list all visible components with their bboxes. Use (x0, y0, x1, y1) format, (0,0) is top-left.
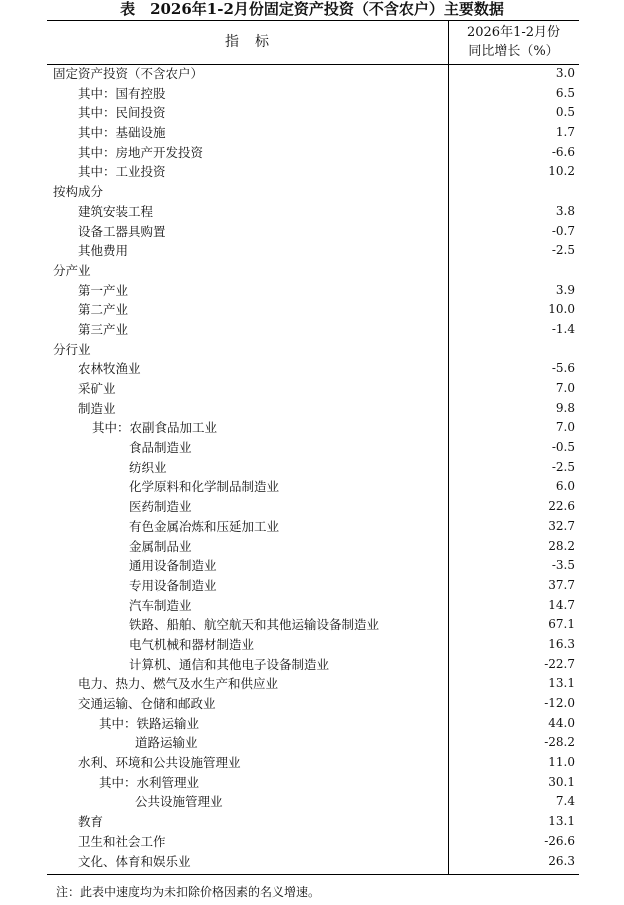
row-value: 32.7 (548, 518, 575, 533)
row-label: 按构成分 (53, 184, 104, 200)
row-value: 3.9 (555, 282, 575, 297)
row-label: 其中：民间投资 (78, 105, 166, 121)
table-row (47, 418, 579, 438)
row-value: 6.5 (555, 85, 575, 100)
table-row (47, 576, 579, 596)
row-label: 公共设施管理业 (135, 794, 223, 810)
row-label: 文化、体育和娱乐业 (78, 853, 191, 869)
table-row (47, 615, 579, 635)
row-value: 11.0 (548, 755, 575, 770)
table-row (47, 812, 579, 832)
table-row (47, 674, 579, 694)
row-value: 22.6 (548, 499, 575, 514)
table-row (47, 753, 579, 773)
row-label: 教育 (78, 814, 104, 830)
table-row (47, 359, 579, 379)
table-row (47, 635, 579, 655)
row-value: 67.1 (548, 617, 575, 632)
row-value: -6.6 (551, 144, 575, 159)
table-row (47, 379, 579, 399)
table-row (47, 64, 579, 84)
row-value: 3.0 (555, 66, 575, 80)
row-value: -28.2 (544, 735, 575, 750)
table-bottom-rule (47, 874, 579, 875)
table-title: 表 2026年1-2月份固定资产投资（不含农户）主要数据 (120, 0, 504, 18)
row-label: 食品制造业 (129, 440, 192, 456)
row-label: 其中：水利管理业 (99, 774, 200, 790)
row-label: 卫生和社会工作 (78, 833, 166, 849)
row-label: 纺织业 (129, 459, 167, 475)
row-label: 采矿业 (78, 381, 116, 396)
row-label: 电气机械和器材制造业 (129, 636, 255, 652)
row-value: 14.7 (548, 597, 575, 612)
table-row (47, 261, 579, 281)
table-row (47, 517, 579, 537)
row-value: 26.3 (548, 853, 575, 868)
row-label: 通用设备制造业 (129, 558, 217, 574)
row-label: 电力、热力、燃气及水生产和供应业 (78, 676, 279, 692)
row-label: 分行业 (53, 341, 91, 357)
row-label: 农林牧渔业 (78, 361, 141, 377)
row-label: 计算机、通信和其他电子设备制造业 (129, 656, 330, 672)
row-label: 其他费用 (78, 243, 129, 259)
table-row (47, 477, 579, 497)
row-label: 固定资产投资（不含农户） (53, 66, 204, 81)
row-value: 0.5 (555, 105, 575, 120)
table-row (47, 300, 579, 320)
row-value: 44.0 (548, 715, 575, 730)
row-label: 铁路、船舶、航空航天和其他运输设备制造业 (129, 617, 380, 633)
row-label: 设备工器具购置 (78, 223, 166, 239)
row-label: 专用设备制造业 (129, 577, 217, 593)
row-value: -2.5 (551, 243, 575, 258)
row-label: 汽车制造业 (129, 597, 192, 613)
header-value-line2: 同比增长（%） (468, 44, 559, 59)
table-row (47, 733, 579, 753)
row-label: 其中：铁路运输业 (99, 715, 200, 731)
row-value: 16.3 (548, 636, 575, 651)
row-value: -0.5 (551, 440, 575, 455)
row-label: 制造业 (78, 400, 116, 416)
table-row (47, 222, 579, 242)
row-label: 建筑安装工程 (78, 203, 154, 219)
table-row (47, 438, 579, 458)
row-value: -3.5 (551, 558, 575, 573)
table-row (47, 852, 579, 872)
row-label: 第三产业 (78, 321, 129, 337)
row-value: -26.6 (544, 833, 575, 848)
row-label: 第二产业 (78, 302, 129, 318)
table-footnote: 注：此表中速度均为未扣除价格因素的名义增速。 (56, 885, 321, 899)
row-value: 7.4 (555, 794, 575, 809)
row-value: -12.0 (544, 696, 575, 710)
table-row (47, 340, 579, 360)
header-indicator: 指 标 (225, 34, 270, 50)
row-label: 分产业 (53, 262, 91, 278)
row-value: 9.8 (555, 400, 575, 415)
row-label: 其中：房地产开发投资 (78, 144, 204, 160)
table-row (47, 556, 579, 576)
row-label: 水利、环境和公共设施管理业 (78, 755, 241, 771)
table-row (47, 281, 579, 301)
table-row (47, 241, 579, 261)
table-row (47, 596, 579, 616)
row-label: 道路运输业 (135, 735, 198, 751)
table-body (47, 64, 579, 871)
row-label: 其中：农副食品加工业 (92, 420, 218, 436)
row-value: -5.6 (551, 361, 575, 376)
table-row (47, 84, 579, 104)
table-row (47, 714, 579, 734)
row-value: 3.8 (555, 203, 575, 218)
table-row (47, 497, 579, 517)
row-value: 28.2 (548, 538, 575, 553)
row-value: -2.5 (551, 459, 575, 474)
table-row (47, 458, 579, 478)
header-value-line1: 2026年1-2月份 (466, 25, 561, 40)
table-row (47, 694, 579, 714)
row-value: 10.0 (548, 302, 575, 317)
row-value: 6.0 (555, 479, 575, 494)
table-row (47, 320, 579, 340)
table-row (47, 182, 579, 202)
row-value: 7.0 (555, 381, 575, 395)
header-value (448, 23, 579, 61)
row-label: 医药制造业 (129, 499, 192, 515)
table-row (47, 143, 579, 163)
row-value: 37.7 (548, 577, 575, 592)
row-value: 10.2 (548, 164, 575, 179)
row-value: -0.7 (551, 223, 575, 238)
table-row (47, 537, 579, 557)
table-row (47, 399, 579, 419)
row-label: 化学原料和化学制品制造业 (129, 479, 280, 495)
table-row (47, 773, 579, 793)
table-row (47, 792, 579, 812)
row-value: 13.1 (548, 814, 575, 829)
row-label: 其中：工业投资 (78, 164, 166, 180)
row-value: 7.0 (555, 420, 575, 435)
table-row (47, 202, 579, 222)
row-label: 其中：国有控股 (78, 85, 166, 101)
row-label: 交通运输、仓储和邮政业 (78, 696, 216, 711)
table-row (47, 655, 579, 675)
table-row (47, 832, 579, 852)
row-label: 金属制品业 (129, 538, 192, 554)
row-value: -1.4 (551, 321, 575, 336)
row-value: 30.1 (548, 774, 575, 789)
row-label: 有色金属冶炼和压延加工业 (129, 518, 280, 534)
row-value: 13.1 (548, 676, 575, 691)
table-row (47, 162, 579, 182)
table-row (47, 123, 579, 143)
row-label: 其中：基础设施 (78, 125, 166, 141)
table-row (47, 103, 579, 123)
row-label: 第一产业 (78, 282, 129, 298)
row-value: 1.7 (555, 125, 575, 140)
row-value: -22.7 (544, 656, 575, 671)
